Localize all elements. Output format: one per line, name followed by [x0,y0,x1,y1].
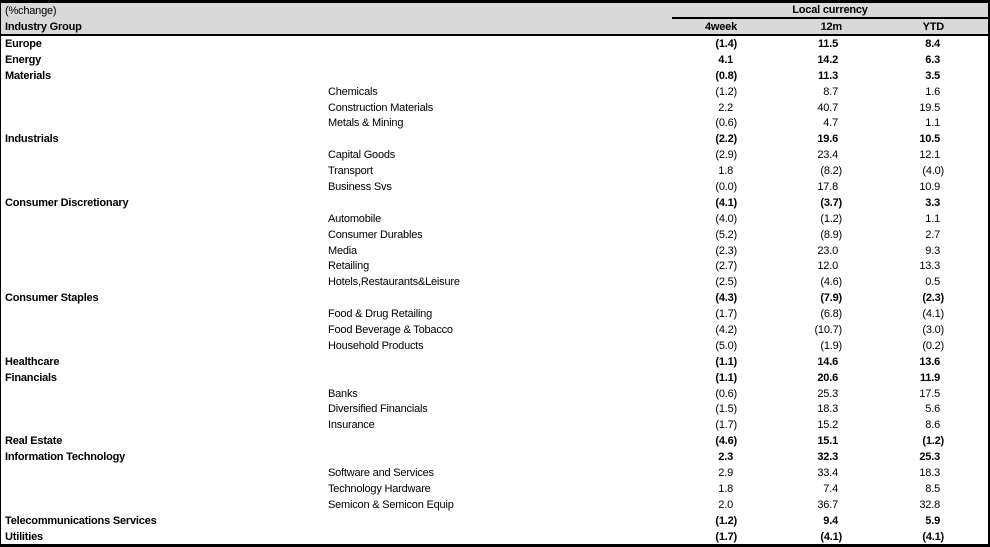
industry-label: Capital Goods [328,149,396,162]
value-ytd: (2.3) [922,292,944,305]
value-4week: (4.2) [715,323,737,336]
value-ytd: 8.4 [925,37,940,50]
value-4week: 2.9 [718,466,733,479]
value-ytd: 0.5 [925,276,940,289]
table-row [1,258,988,274]
value-4week: (0.8) [715,69,737,82]
value-4week: (2.5) [715,276,737,289]
value-12m: 19.6 [817,133,838,146]
value-4week: (0.6) [715,117,737,130]
industry-label: Automobile [328,212,382,225]
value-ytd: 6.3 [925,53,940,66]
table-row [1,290,988,306]
table-row [1,322,988,338]
industry-label: Construction Materials [328,101,434,114]
value-4week: 4.1 [718,53,733,66]
value-4week: (1.2) [715,514,737,527]
value-4week: (4.3) [715,292,737,305]
value-12m: 9.4 [823,514,838,527]
industry-label: Software and Services [328,466,434,479]
table-row [1,370,988,386]
table-row [1,401,988,417]
value-ytd: 9.3 [925,244,940,257]
value-4week: 2.0 [718,498,733,511]
value-4week: (1.7) [715,530,737,543]
value-ytd: (4.1) [922,530,944,543]
value-4week: 2.3 [718,451,733,464]
table-row [1,227,988,243]
industry-label: Utilities [5,530,43,543]
industry-label: Materials [5,69,51,82]
value-4week: (5.2) [715,228,737,241]
table-row [1,417,988,433]
value-12m: (10.7) [814,323,842,336]
table-row [1,465,988,481]
value-ytd: (0.2) [922,339,944,352]
industry-label: Semicon & Semicon Equip [328,498,454,511]
industry-label: Energy [5,53,42,66]
industry-label: Consumer Durables [328,228,423,241]
value-12m: (7.9) [820,292,842,305]
table-row [1,497,988,513]
industry-label: Healthcare [5,355,60,368]
value-12m: 33.4 [817,466,838,479]
header-row-columns [1,19,988,34]
industry-label: Retailing [328,260,370,273]
value-12m: (3.7) [820,196,842,209]
value-12m: 4.7 [823,117,838,130]
industry-label: Household Products [328,339,424,352]
table-row [1,179,988,195]
value-ytd: (4.1) [922,308,944,321]
value-4week: (1.4) [715,37,737,50]
table-row [1,386,988,402]
value-4week: (0.0) [715,180,737,193]
value-4week: (4.1) [715,196,737,209]
industry-label: Real Estate [5,435,63,448]
value-4week: (5.0) [715,339,737,352]
value-12m: 11.3 [817,69,838,82]
value-ytd: 19.5 [919,101,940,114]
value-12m: 20.6 [817,371,838,384]
value-ytd: (1.2) [922,435,944,448]
value-4week: (4.0) [715,212,737,225]
value-ytd: 13.6 [919,355,940,368]
value-ytd: 8.5 [925,482,940,495]
value-12m: 23.0 [817,244,838,257]
industry-label: Hotels,Restaurants&Leisure [328,276,460,289]
table-row [1,433,988,449]
value-4week: (2.3) [715,244,737,257]
industry-label: Europe [5,37,42,50]
value-ytd: 11.9 [919,371,940,384]
industry-group-column-header: Industry Group [5,20,82,33]
value-12m: 23.4 [817,149,838,162]
industry-label: Consumer Staples [5,292,99,305]
industry-label: Information Technology [5,451,126,464]
value-4week: 2.2 [718,101,733,114]
value-12m: 36.7 [817,498,838,511]
value-ytd: 32.8 [919,498,940,511]
industry-label: Technology Hardware [328,482,431,495]
value-12m: 18.3 [817,403,838,416]
industry-label: Banks [328,387,358,400]
value-4week: (1.7) [715,308,737,321]
table-row [1,243,988,259]
industry-label: Business Svs [328,180,392,193]
value-4week: (1.1) [715,371,737,384]
header-row-currency [1,3,988,19]
value-4week: (1.5) [715,403,737,416]
industry-label: Media [328,244,357,257]
value-12m: 32.3 [817,451,838,464]
value-4week: 1.8 [718,482,733,495]
value-12m: (1.2) [820,212,842,225]
industry-label: Diversified Financials [328,403,428,416]
table-row [1,147,988,163]
value-12m: 11.5 [817,37,838,50]
value-12m: 15.1 [817,435,838,448]
value-12m: 8.7 [823,85,838,98]
value-ytd: 25.3 [919,451,940,464]
table-row [1,36,988,52]
industry-label: Food & Drug Retailing [328,308,433,321]
value-4week: (0.6) [715,387,737,400]
table-row [1,115,988,131]
value-12m: 40.7 [817,101,838,114]
percent-change-label: (%change) [5,5,57,17]
table-row [1,306,988,322]
value-12m: (8.2) [820,165,842,178]
table-row [1,481,988,497]
value-ytd: 13.3 [919,260,940,273]
table-row [1,131,988,147]
value-ytd: 1.1 [925,212,940,225]
value-4week: (1.1) [715,355,737,368]
table-row [1,211,988,227]
value-ytd: 8.6 [925,419,940,432]
value-4week: (2.2) [715,133,737,146]
value-12m: (6.8) [820,308,842,321]
value-ytd: 5.9 [925,514,940,527]
value-4week: (4.6) [715,435,737,448]
value-ytd: 1.6 [925,85,940,98]
value-ytd: 12.1 [919,149,940,162]
table-row [1,163,988,179]
value-ytd: 3.3 [925,196,940,209]
table-row [1,84,988,100]
value-ytd: 18.3 [919,466,940,479]
column-header-12m: 12m [820,20,842,33]
value-4week: (1.7) [715,419,737,432]
value-ytd: 10.5 [919,133,940,146]
table-row [1,449,988,465]
industry-label: Insurance [328,419,375,432]
industry-label: Industrials [5,133,59,146]
table-row [1,338,988,354]
table-body [1,36,988,545]
industry-label: Telecommunications Services [5,514,157,527]
value-ytd: 17.5 [919,387,940,400]
value-ytd: 3.5 [925,69,940,82]
value-4week: (2.7) [715,260,737,273]
value-ytd: 10.9 [919,180,940,193]
table-row [1,513,988,529]
table-row [1,529,988,545]
value-12m: (4.6) [820,276,842,289]
value-12m: 15.2 [817,419,838,432]
value-12m: 14.6 [817,355,838,368]
column-header-ytd: YTD [922,20,944,33]
value-4week: 1.8 [718,165,733,178]
table-row [1,354,988,370]
value-ytd: 2.7 [925,228,940,241]
value-12m: 14.2 [817,53,838,66]
industry-label: Metals & Mining [328,117,404,130]
value-12m: 7.4 [823,482,838,495]
table-header [1,3,988,36]
value-ytd: (3.0) [922,323,944,336]
table-row [1,52,988,68]
value-12m: (1.9) [820,339,842,352]
value-4week: (1.2) [715,85,737,98]
industry-label: Consumer Discretionary [5,196,129,209]
value-ytd: 5.6 [925,403,940,416]
value-12m: 12.0 [817,260,838,273]
table-row [1,274,988,290]
local-currency-group-header: Local currency [672,3,988,19]
value-12m: (8.9) [820,228,842,241]
table-row [1,195,988,211]
value-4week: (2.9) [715,149,737,162]
column-header-4week: 4week [704,20,737,33]
industry-label: Chemicals [328,85,378,98]
value-12m: (4.1) [820,530,842,543]
value-ytd: 1.1 [925,117,940,130]
table-row [1,68,988,84]
industry-label: Financials [5,371,57,384]
value-ytd: (4.0) [922,165,944,178]
industry-label: Food Beverage & Tobacco [328,323,453,336]
industry-label: Transport [328,165,373,178]
value-12m: 25.3 [817,387,838,400]
table-row [1,100,988,116]
value-12m: 17.8 [817,180,838,193]
